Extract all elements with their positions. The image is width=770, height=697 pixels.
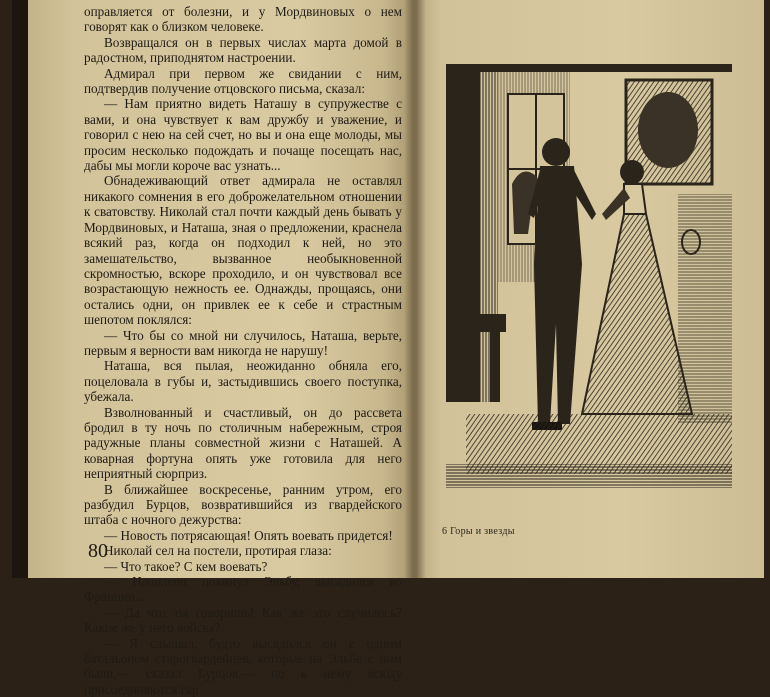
- paragraph: Николай сел на постели, протирая глаза:: [104, 543, 332, 559]
- printer-signature: 6 Горы и звезды: [442, 526, 515, 537]
- paragraph: — Новость потрясающая! Опять воевать придется!: [104, 527, 393, 543]
- paragraph: Обнадеживающий ответ адмирала не оставлял никакого сомнения в его доброжелательном отношении к сватовству. Николай стал почти каждый день бывать у Мордвиновых, и Наташа, зная о предложении, краснела всякий раз, когда он подходил к ней, но это замешательство, вызванное необыкновенной скромностью, вскоре проходило, и он чувствовал все возрастающую нежность ее. Однажды, прощаясь, они остались одни, он привлек ее к себе и страстным шепотом поклялся:: [84, 173, 402, 328]
- paragraph: Возвращался он в первых числах марта домой в радостном, приподнятом настроении.: [84, 34, 402, 66]
- paragraph: — Наполеон покинул Эльбу, высадился во Франции...: [84, 574, 402, 605]
- paragraph: — Я слышал, будто высадился он с одним батальоном старогвардейцев, которые на Эльбе с ним были,— сказал Бурцов,— по к нему всюду присоединяются гар: [84, 635, 402, 697]
- paragraph: Адмирал при первом же свидании с ним, подтвердив получение отцовского письма, сказал:: [84, 65, 402, 97]
- paragraph: В ближайшее воскресенье, ранним утром, его разбудил Бурцов, возвратившийся из гвардейского штаба с ночного дежурства:: [84, 481, 402, 528]
- page-number: 80: [88, 540, 108, 562]
- paragraph: Взволнованный и счастливый, он до рассвета бродил в ту ночь по столичным набережным, строя радужные планы совместной жизни с Наташей. А коварная фортуна опять уже готовила для него неприятный сюрприз.: [84, 404, 402, 482]
- paragraph: — Что бы со мной ни случилось, Наташа, верьте, первым я верности вам никогда не нарушу!: [84, 327, 402, 358]
- paragraph: — Нам приятно видеть Наташу в супружестве с вами, и она чувствует к вам дружбу и уважение, и говорил с нею на сей счет, но вы и она еще молоды, мы просим несколько подождать и почаще посещать нас, дабы мы могли короче вас узнать...: [84, 96, 402, 174]
- book-gutter: [404, 0, 426, 578]
- left-page-text: [84, 4, 402, 697]
- paragraph: — Что такое? С кем воевать?: [104, 558, 268, 574]
- paragraph: Наташа, вся пылая, неожиданно обняла его, поцеловала в губы и, застыдившись своего поступка, убежала.: [84, 358, 402, 405]
- paragraph: оправляется от болезни, и у Мордвиновых о нем говорят как о близком человеке.: [84, 4, 402, 35]
- paragraph: — Да что ты говоришь! Как же это случилось? Какие же у него войска?: [84, 604, 402, 636]
- engraving-illustration: [446, 64, 732, 488]
